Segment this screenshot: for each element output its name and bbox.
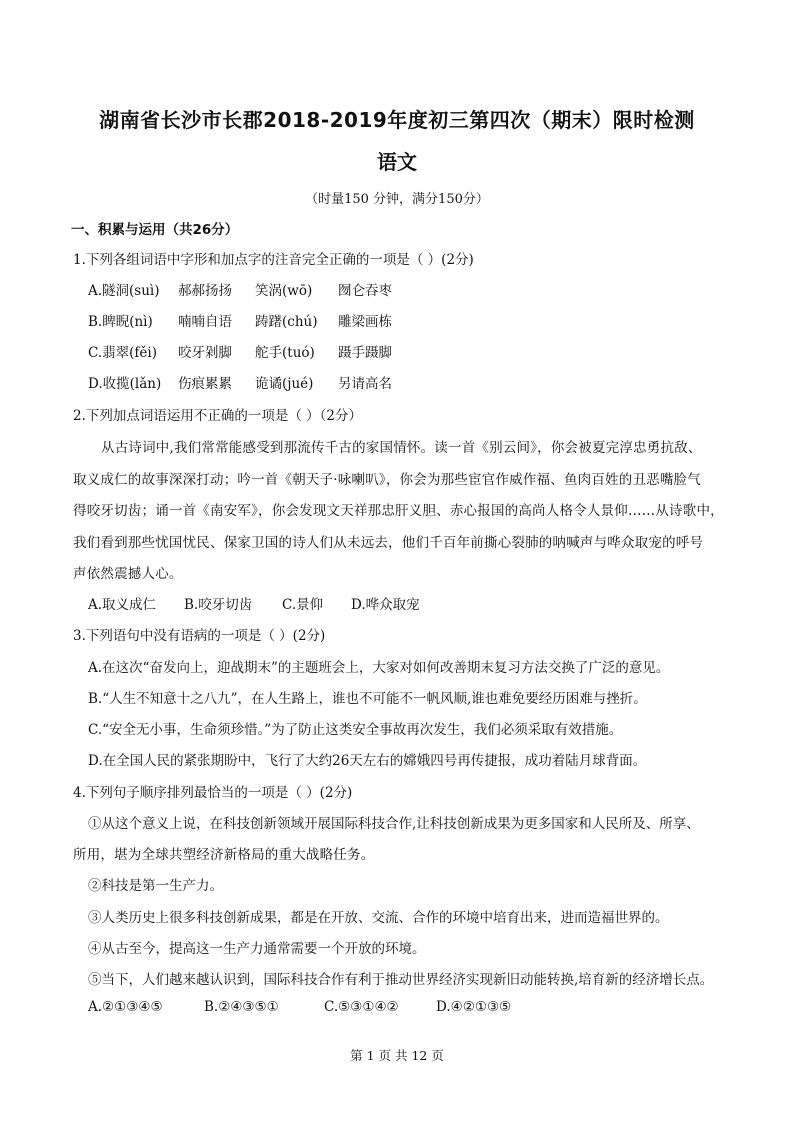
question-4-sentence-1: ①从这个意义上说，在科技创新领域开展国际科技合作,让科技创新成果为更多国家和人民所及、所享、 (88, 816, 700, 832)
question-2-passage-line: 得咬牙切齿；诵一首《南安军》，你会发现文天祥那忠肝义胆、赤心报国的高尚人格令人景仰……从诗歌中， (73, 503, 724, 519)
question-4-sentence-2: ②科技是第一生产力。 (88, 878, 223, 894)
q2-option-c: C.景仰 (282, 597, 324, 613)
q2-option-a: A.取义成仁 (88, 597, 157, 613)
q1-c-word2: 咬牙剁脚 (178, 345, 232, 361)
question-4-sentence-4: ④从古至今，提高这一生产力通常需要一个开放的环境。 (88, 941, 426, 957)
q1-b-word2: 喃喃自语 (178, 314, 232, 330)
question-4-sentence-5: ⑤当下，人们越来越认识到，国际科技合作有利于推动世界经济实现新旧动能转换,培育新的经济增长点。 (88, 972, 714, 988)
q2-option-b: B.咬牙切齿 (184, 597, 253, 613)
question-2-passage-line: 从古诗词中,我们常常能感受到那流传千古的家国情怀。读一首《别云间》，你会被夏完淳忠勇抗敌、 (101, 440, 702, 456)
q1-a-word1: A.隧洞(suì) (88, 283, 160, 299)
q4-option-b: B.②④③⑤① (204, 999, 279, 1015)
question-2-passage-line: 声依然震撼人心。 (73, 566, 183, 582)
section-heading: 一、积累与运用（共26分） (71, 222, 239, 238)
exam-title: 湖南省长沙市长郡2018-2019年度初三第四次（期末）限时检测 (99, 108, 695, 132)
q2-option-d: D.哗众取宠 (351, 597, 420, 613)
q1-a-word2: 郝郝扬扬 (178, 283, 232, 299)
q4-option-a: A.②①③④⑤ (88, 999, 163, 1015)
q1-b-word4: 雕梁画栋 (338, 314, 392, 330)
time-and-score: （时量150 分钟，满分150分） (305, 192, 489, 207)
question-4-sentence-1-cont: 所用，堪为全球共塑经济新格局的重大战略任务。 (73, 847, 375, 863)
question-2-passage-line: 我们看到那些忧国忧民、保家卫国的诗人们从未远去，他们千百年前撕心裂肺的呐喊声与哗众取宠的呼号 (73, 535, 704, 551)
q1-c-word3: 舵手(tuó) (255, 345, 315, 361)
question-2-stem: 2.下列加点词语运用不正确的一项是（ ）（2分） (73, 408, 363, 424)
subject-title: 语文 (377, 150, 417, 174)
q1-a-word3: 笑涡(wō) (255, 283, 313, 299)
q1-a-word4: 囫仑吞枣 (338, 283, 392, 299)
q1-c-word1: C.翡翠(fěi) (88, 345, 157, 361)
question-3-stem: 3.下列语句中没有语病的一项是（ ）(2分) (73, 628, 326, 644)
q1-d-word1: D.收揽(lǎn) (88, 376, 162, 392)
q1-b-word3: 踌躇(chú) (255, 314, 318, 330)
question-4-sentence-3: ③人类历史上很多科技创新成果，都是在开放、交流、合作的环境中培育出来，进而造福世界的。 (88, 910, 669, 926)
question-4-stem: 4.下列句子顺序排列最恰当的一项是（ ）(2分) (73, 785, 353, 801)
q1-d-word2: 伤痕累累 (178, 376, 232, 392)
question-3-option-b: B.“人生不知意十之八九”，在人生路上，谁也不可能不一帆风顺,谁也难免要经历困难与挫折。 (88, 691, 647, 707)
question-3-option-a: A.在这次“奋发向上，迎战期末”的主题班会上，大家对如何改善期末复习方法交换了广泛的意见。 (88, 660, 670, 676)
question-3-option-d: D.在全国人民的紧张期盼中，飞行了大约26天左右的嫦娥四号再传捷报，成功着陆月球背面。 (88, 753, 647, 769)
q1-d-word3: 诡谲(jué) (255, 376, 314, 392)
q4-option-d: D.④②①③⑤ (436, 999, 512, 1015)
question-1-stem: 1.下列各组词语中字形和加点字的注音完全正确的一项是（ ）(2分) (73, 252, 474, 268)
question-2-passage-line: 取义成仁的故事深深打动；吟一首《朝天子·咏喇叭》，你会为那些宦官作威作福、鱼肉百姓的丑恶嘴脸气 (73, 472, 701, 488)
page-number: 第 1 页 共 12 页 (350, 1048, 444, 1063)
question-3-option-c: C.“安全无小事，生命须珍惜。”为了防止这类安全事故再次发生，我们必须采取有效措施。 (88, 722, 623, 738)
q1-d-word4: 另请高名 (338, 376, 392, 392)
q4-option-c: C.⑤③①④② (324, 999, 399, 1015)
q1-b-word1: B.睥睨(nì) (88, 314, 153, 330)
q1-c-word4: 蹑手蹑脚 (338, 345, 392, 361)
